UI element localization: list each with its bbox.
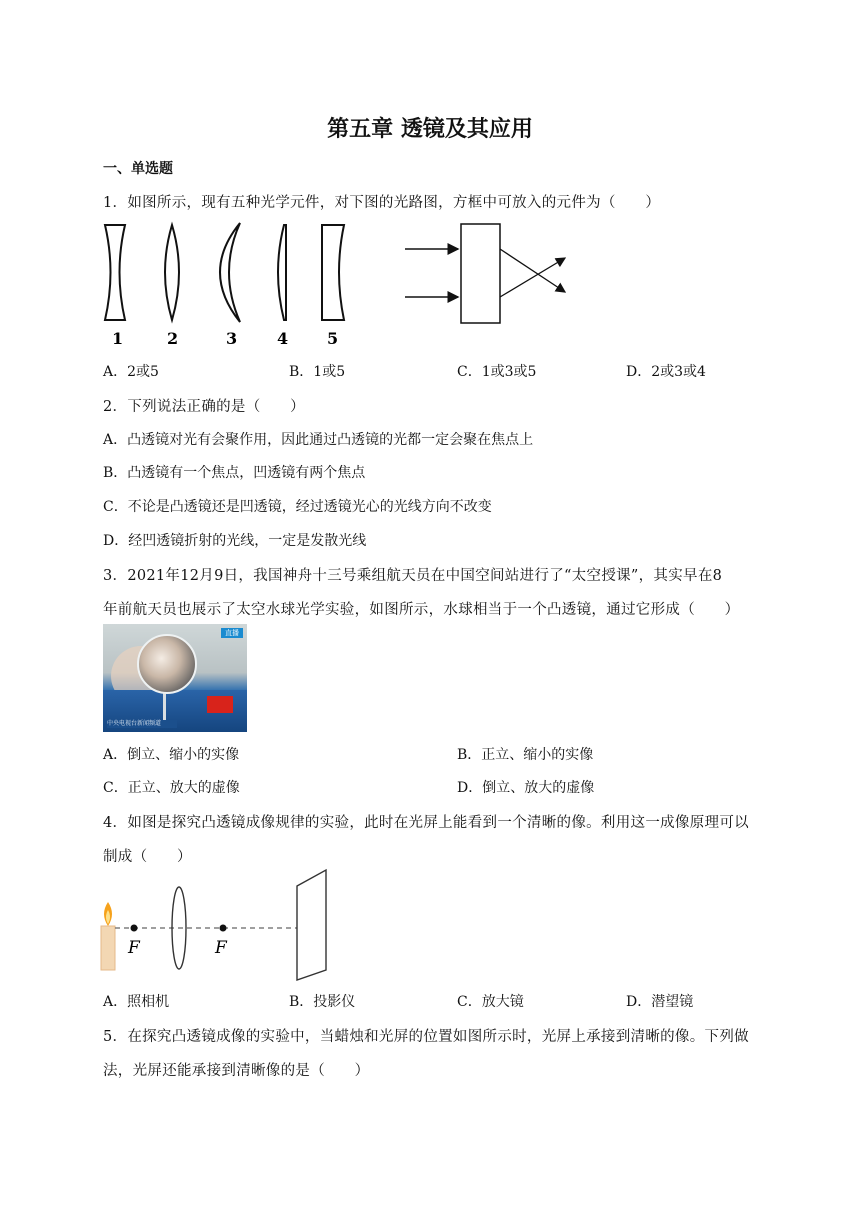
- question-4-text-line1: 4．如图是探究凸透镜成像规律的实验，此时在光屏上能看到一个清晰的像。利用这一成像原理可以: [103, 815, 749, 831]
- lens-4-planoconvex: [278, 225, 286, 320]
- q2-option-a[interactable]: A．凸透镜对光有会聚作用，因此通过凸透镜的光都一定会聚在焦点上: [103, 432, 534, 448]
- lens-set-figure: [100, 220, 360, 350]
- q4-option-b[interactable]: B．投影仪: [289, 994, 356, 1010]
- question-5-text-line1: 5．在探究凸透镜成像的实验中，当蜡烛和光屏的位置如图所示时，光屏上承接到清晰的像。下列做: [103, 1029, 749, 1045]
- q4-option-a[interactable]: A．照相机: [103, 994, 170, 1010]
- water-ball: [137, 634, 197, 694]
- q3-option-b[interactable]: B．正立、缩小的实像: [457, 747, 594, 763]
- live-badge: 直播: [221, 628, 243, 638]
- q1-option-a[interactable]: A．2或5: [103, 364, 159, 380]
- focal-label-left: F: [128, 938, 140, 958]
- lens-label-4: 4: [277, 329, 289, 348]
- q4-option-d[interactable]: D．潜望镜: [626, 994, 694, 1010]
- q4-option-c[interactable]: C．放大镜: [457, 994, 524, 1010]
- optical-box: [461, 224, 500, 323]
- lens-label-3: 3: [226, 329, 238, 348]
- q3-option-c[interactable]: C．正立、放大的虚像: [103, 780, 240, 796]
- flag-icon: [207, 696, 233, 713]
- candle: [101, 926, 115, 970]
- q2-option-c[interactable]: C．不论是凸透镜还是凹透镜，经过透镜光心的光线方向不改变: [103, 499, 492, 515]
- question-4-text-line2: 制成（ ）: [103, 849, 192, 865]
- question-1-text: 1．如图所示，现有五种光学元件，对下图的光路图，方框中可放入的元件为（ ）: [103, 195, 661, 211]
- question-2-text: 2．下列说法正确的是（ ）: [103, 399, 305, 415]
- q1-option-b[interactable]: B．1或5: [289, 364, 346, 380]
- water-ball-photo: [103, 624, 247, 732]
- focal-point-right: [220, 925, 227, 932]
- question-3-text-line1: 3．2021年12月9日，我国神舟十三号乘组航天员在中国空间站进行了“太空授课”，其实早在8: [103, 568, 723, 584]
- lens-label-2: 2: [167, 329, 179, 348]
- q1-option-c[interactable]: C．1或3或5: [457, 364, 537, 380]
- lens-3-meniscus: [220, 223, 240, 322]
- focal-label-right: F: [215, 938, 227, 958]
- light-screen: [297, 870, 326, 980]
- question-5-text-line2: 法，光屏还能承接到清晰像的是（ ）: [103, 1063, 370, 1079]
- light-path-figure: [400, 220, 575, 330]
- q2-option-b[interactable]: B．凸透镜有一个焦点，凹透镜有两个焦点: [103, 465, 366, 481]
- lens-experiment-figure: [98, 868, 338, 978]
- photo-caption: 中央电视台新闻频道: [107, 720, 177, 728]
- lens-2-biconvex: [165, 225, 179, 320]
- section-heading: 一、单选题: [103, 161, 173, 177]
- q2-option-d[interactable]: D．经凹透镜折射的光线，一定是发散光线: [103, 533, 367, 549]
- lens-1-biconcave: [105, 225, 125, 320]
- q3-option-d[interactable]: D．倒立、放大的虚像: [457, 780, 595, 796]
- focal-point-left: [131, 925, 138, 932]
- q3-option-a[interactable]: A．倒立、缩小的实像: [103, 747, 240, 763]
- question-3-text-line2: 年前航天员也展示了太空水球光学实验，如图所示，水球相当于一个凸透镜，通过它形成（ ）: [103, 602, 740, 618]
- lens-label-5: 5: [327, 329, 339, 348]
- lens-label-1: 1: [112, 329, 124, 348]
- q1-option-d[interactable]: D．2或3或4: [626, 364, 706, 380]
- lens-5-planoconcave: [322, 225, 344, 320]
- chapter-title: 第五章 透镜及其应用: [327, 117, 533, 142]
